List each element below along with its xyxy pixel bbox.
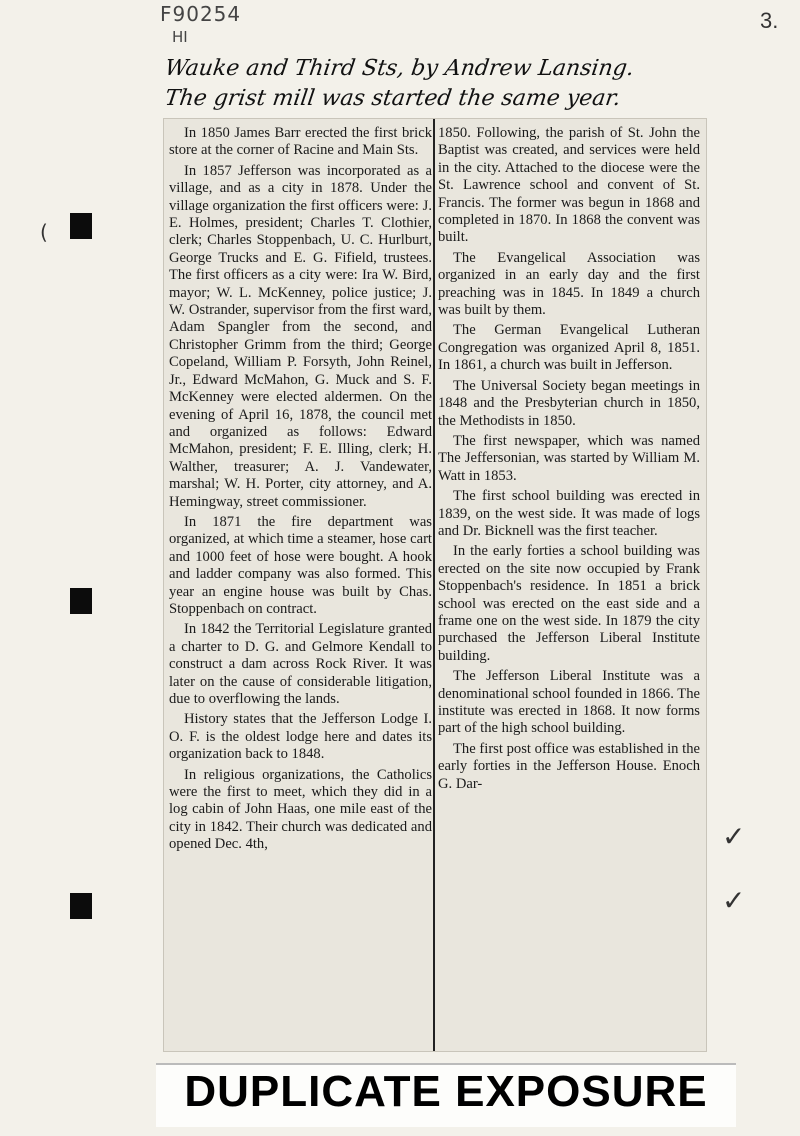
paragraph: The Universal Society began meetings in 1848 and the Presbyterian church in 1850, the Methodists in 1850. — [438, 377, 700, 429]
paragraph: 1850. Following, the parish of St. John the Baptist was created, and services were held in the city. Attached to the diocese were the St. Lawrence school and convent of St. Francis. The former was begun in 1868 and completed in 1870. In 1868 the convent was built. — [438, 125, 700, 246]
paragraph: The first school building was erected in 1839, on the west side. It was made of logs and Dr. Bicknell was the first teacher. — [438, 488, 700, 539]
column-divider — [433, 119, 435, 1051]
paragraph: The Jefferson Liberal Institute was a denominational school founded in 1866. The institute was erected in 1868. It now forms part of the high school building. — [438, 668, 700, 737]
handwritten-note-line-2: The grist mill was started the same year. — [163, 86, 623, 111]
handwritten-note-line-1: Wauke and Third Sts, by Andrew Lansing. — [163, 56, 636, 81]
article-left-column — [169, 125, 432, 857]
paragraph: The first post office was established in the early forties in the Jefferson House. Enoch G. Dar- — [438, 740, 700, 792]
paragraph: The German Evangelical Lutheran Congregation was organized April 8, 1851. In 1861, a church was built in Jefferson. — [438, 322, 700, 374]
paragraph: History states that the Jefferson Lodge I. O. F. is the oldest lodge here and dates its organization back to 1848. — [169, 711, 432, 763]
paragraph: In religious organizations, the Catholics were the first to meet, which they did in a log cabin of John Haas, one mile east of the city in 1842. Their church was dedicated and opened Dec. 4th, — [169, 766, 432, 853]
paragraph: In 1857 Jefferson was incorporated as a village, and as a city in 1878. Under the village organization the first officers were: J. E. Holmes, president; Charles T. Clothier, clerk; Charles Stoppenbach, U. C. Hurlburt, George Trucks and E. G. Fifield, trustees. The first officers as a city were: Ira W. Bird, mayor; W. L. McKenney, police justice; J. W. Ostrander, supervisor from the first ward, Adam Spangler from the second, and Christopher Grimm from the third; George Copeland, William P. Forsyth, John Reinel, Jr., Edward McMahon, G. Muck and S. F. McKenney were elected aldermen. On the evening of April 16, 1878, the council met and organized as follows: Edward McMahon, president; F. E. Illing, clerk; H. Walther, treasurer; A. J. Vandewater, marshal; W. H. Porter, city attorney, and A. Hemingway, street commissioner. — [169, 162, 432, 510]
article-right-column — [438, 125, 700, 796]
paragraph: In 1871 the fire department was organized, at which time a steamer, hose cart and 1000 feet of hose were bought. A hook and ladder company was also formed. This year an engine house was built by Chas. Stoppenbach on contract. — [169, 513, 432, 617]
paragraph: In 1850 James Barr erected the first brick store at the corner of Racine and Main Sts. — [169, 125, 432, 159]
checkmark-icon: ✓ — [722, 884, 746, 917]
binder-punch-icon — [70, 213, 92, 239]
checkmark-icon: ✓ — [722, 820, 746, 853]
duplicate-exposure-stamp — [156, 1063, 736, 1127]
binder-punch-icon — [70, 893, 92, 919]
collection-mark: HI — [172, 28, 188, 46]
paragraph: The first newspaper, which was named The Jeffersonian, was started by William M. Watt in 1853. — [438, 432, 700, 484]
newspaper-clipping — [163, 118, 707, 1052]
binder-punch-icon — [70, 588, 92, 614]
stamp-text: DUPLICATE EXPOSURE — [184, 1067, 708, 1116]
paragraph: In 1842 the Territorial Legislature granted a charter to D. G. and Gelmore Kendall to construct a dam across Rock River. It was later on the cause of considerable litigation, due to overflowing the lands. — [169, 621, 432, 707]
catalog-id: F90254 — [160, 2, 242, 26]
paragraph: The Evangelical Association was organized in an early day and the first preaching was in 1845. In 1849 a church was built by them. — [438, 249, 700, 319]
paragraph: In the early forties a school building was erected on the site now occupied by Frank Stoppenbach's residence. In 1851 a brick school was erected on the east side and a frame one on the west side. In 1879 the city purchased the Jefferson Liberal Institute building. — [438, 543, 700, 664]
bracket-icon: ( — [40, 220, 48, 244]
page-number: 3. — [760, 8, 779, 33]
